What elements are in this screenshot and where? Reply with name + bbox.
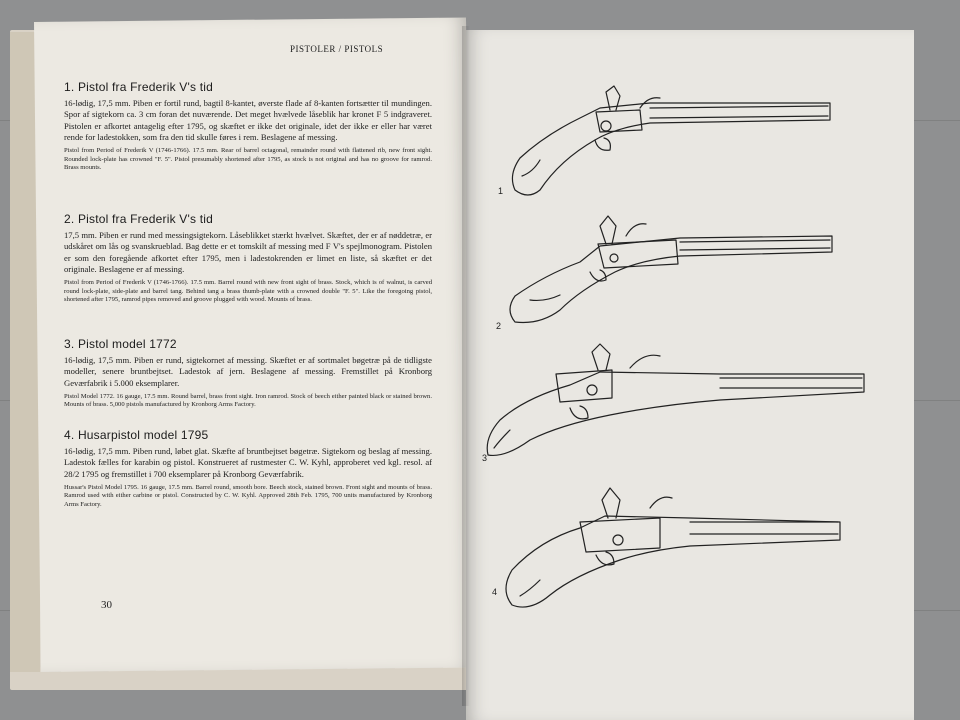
- page-number: 30: [101, 599, 112, 611]
- entry-title: 1. Pistol fra Frederik V's tid: [64, 80, 214, 94]
- figure-number: 4: [492, 587, 498, 597]
- pistol-illustration-4: [506, 488, 840, 607]
- entry-title: 3. Pistol model 1772: [64, 337, 177, 351]
- entry-title: 2. Pistol fra Frederik V's tid: [64, 212, 214, 226]
- figure-number: 2: [496, 321, 502, 331]
- figure-number: 3: [482, 453, 488, 463]
- entry-title: 4. Husarpistol model 1795: [64, 428, 209, 442]
- entry-danish-text: 16-lødig, 17,5 mm. Piben er fortil rund, bagtil 8-kantet, øverste flade af 8-kanten fortsætter til mundingen. Spor af sigtekorn ca. 3 cm foran det nuværende. Det meget hvælvede låseblik har kronet F 5 indgraveret. Pistolen er afkortet antagelig efter 1795, og skæftet er ikke det originale, idet der ikke er eller har været rende for ladestokken, som fra den tid skulle føres i rem. Beslagene af messing.: [64, 98, 432, 142]
- pistol-illustration-2: [510, 216, 832, 323]
- entry-danish-text: 16-lødig, 17,5 mm. Piben rund, løbet glat. Skæfte af bruntbejtset bøgetræ. Sigtekorn og beslag af messing. Ladestok fælles for karabin og pistol. Konstrueret af rustmester C. W. Kyhl, approberet ved kgl. resol. af 28/2 1795 og fremstillet i 700 eksemplarer på Kronborg Geværfabrik.: [64, 446, 432, 479]
- pistol-illustration-1: [512, 86, 830, 195]
- entry-english-text: Pistol from Period of Frederik V (1746-1766). 17.5 mm. Barrel round with new front sight of brass. Stock, which is of walnut, is carved round lock-plate, side-plate and barrel tang. Behind tang a brass thumb-plate with a crowned double "F. 5". Like the foregoing pistol, shortened after 1795, ramrod pipes removed and groove plugged with wood. Mounts of brass.: [64, 279, 432, 303]
- entry-english-text: Hussar's Pistol Model 1795. 16 gauge, 17.5 mm. Barrel round, smooth bore. Beech stock, stained brown. Front sight and mounts of brass. Ramrod used with either carbine or pistol. Constructed by C. W. Kyhl. Approved 28th Feb. 1795, 700 units manufactured by Kronborg Arms Factory.: [64, 483, 432, 508]
- entry-english-text: Pistol Model 1772. 16 gauge, 17.5 mm. Round barrel, brass front sight. Iron ramrod. Stock of beech either painted black or stained brown. Mounts of brass. 5,000 pistols manufactured by Kronborg Arms Factory.: [64, 392, 432, 409]
- entry-danish-text: 17,5 mm. Piben er rund med messingsigtekorn. Låseblikket stærkt hvælvet. Skæftet, der er af nøddetræ, er udskåret om lås og svanskrueblad. Bag dette er et tomskilt af messing med F V's spejlmonogram. Pistolen er som den foregående afkortet efter 1795, men i ladestokrenden er limet en liste, så skæftet er det originale. Beslagene er af messing.: [64, 230, 432, 274]
- pistol-illustration-3: [487, 344, 864, 455]
- entry-english-text: Pistol from Period of Frederik V (1746-1766). 17.5 mm. Rear of barrel octagonal, remainder round with flattened rib, new front sight. Rounded lock-plate has crowned "F. 5". Pistol presumably shortened after 1795, as stock is not original and has no groove for ramrod. Brass mounts.: [64, 147, 432, 171]
- entry-danish-text: 16-lødig, 17,5 mm. Piben er rund, sigtekornet af messing. Skæftet er af sortmalet bøgetræ på de tidligste modeller, senere bruntbejtset. Ladestok af jern. Beslagene af messing. Fremstillet på Kronborg Geværfabrik i 5.000 eksemplarer.: [64, 355, 432, 388]
- figure-number: 1: [498, 186, 504, 196]
- running-head: PISTOLER / PISTOLS: [290, 44, 384, 54]
